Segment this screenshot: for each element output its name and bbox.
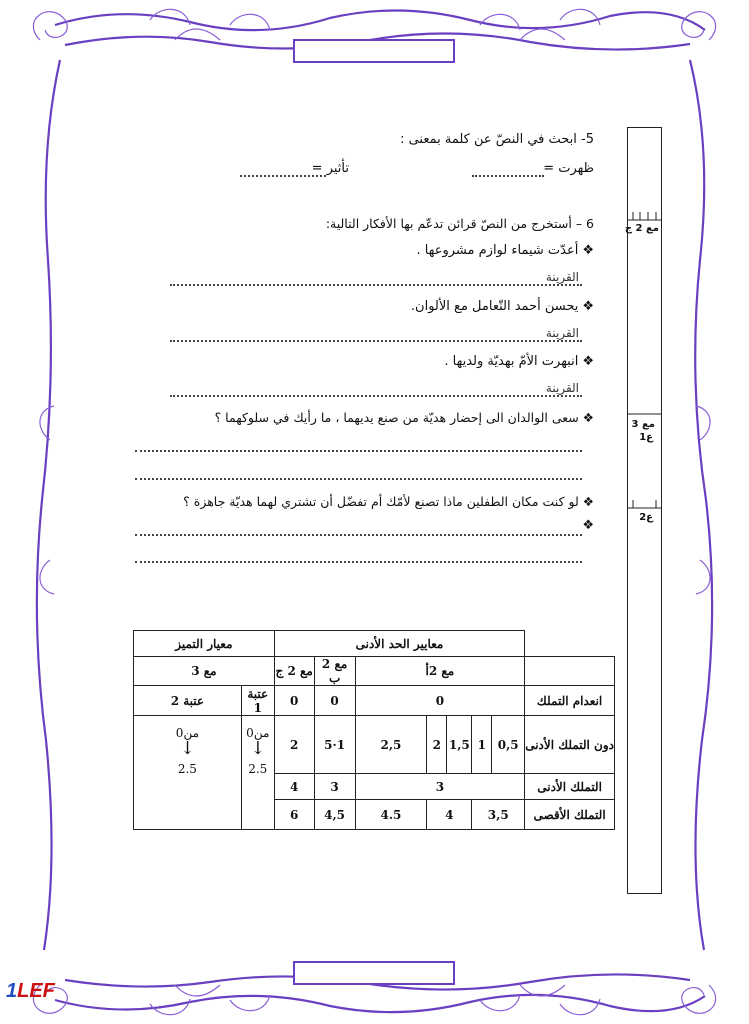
q5-answer-2-line[interactable] <box>240 175 326 177</box>
bullet-icon: ❖ <box>582 299 594 314</box>
table-header-min-criteria: معايير الحد الأدنى <box>274 631 524 657</box>
below-2a-3: 1,5 <box>447 716 472 774</box>
none-2c: 0 <box>274 686 314 716</box>
q6-idea-2 <box>411 299 594 314</box>
q6-idea-3-text: انبهرت الأمّ بهديّة ولديها . <box>444 354 579 369</box>
below-2a-1: 0,5 <box>492 716 525 774</box>
threshold-2-to: 2.5 <box>177 762 197 776</box>
logo-digit: 1 <box>6 980 18 1002</box>
threshold-1-to: 2.5 <box>248 762 268 776</box>
max-2a-1: 3,5 <box>472 800 525 830</box>
max-2b: 4,5 <box>314 800 355 830</box>
bullet-icon: ❖ <box>582 243 594 258</box>
down-arrow-icon: ↓ <box>250 738 266 759</box>
below-2b: 1·5 <box>314 716 355 774</box>
logo-letters: LEF <box>17 980 55 1002</box>
bullet-icon: ❖ <box>582 354 594 369</box>
q6-evidence-1-line[interactable] <box>170 284 582 286</box>
q6-opinion-question <box>215 410 594 425</box>
score-column <box>624 127 662 894</box>
row-label-min: التملك الأدنى <box>525 774 615 800</box>
row-label-below: دون التملك الأدنى <box>525 716 615 774</box>
bullet-icon: ❖ <box>582 410 594 425</box>
down-arrow-icon: ↓ <box>179 738 195 759</box>
q6-choice-line-1[interactable] <box>135 534 582 536</box>
side-label-threshold-2: ع2 <box>639 512 653 523</box>
max-2a-2: 4 <box>427 800 472 830</box>
min-2b: 3 <box>314 774 355 800</box>
table-header-excellence: معيار التميز <box>134 631 275 657</box>
below-2a-2: 1 <box>472 716 492 774</box>
question-6-title: 6 – أستخرج من النصّ قرائن تدعّم بها الأفكار التالية: <box>325 216 594 231</box>
below-2a-4: 2 <box>427 716 447 774</box>
q6-evidence-3-label: القرينة <box>545 381 579 395</box>
table-crit-2b: مع 2 ب <box>314 657 355 686</box>
q6-idea-2-text: يحسن أحمد التّعامل مع الألوان. <box>410 299 579 314</box>
side-label-crit-3: مع 3 <box>631 419 655 430</box>
none-2b: 0 <box>314 686 355 716</box>
below-2c: 2 <box>274 716 314 774</box>
max-2c: 6 <box>274 800 314 830</box>
max-2a-3: 4.5 <box>355 800 427 830</box>
side-label-crit-2c: مع 2 ج <box>624 223 659 234</box>
q6-opinion-text: سعى الوالدان الى إحضار هديّة من صنع يديهما ، ما رأيك في سلوكهما ؟ <box>214 410 579 425</box>
bullet-icon: ❖ <box>582 518 594 533</box>
q6-evidence-3-line[interactable] <box>170 395 582 397</box>
q6-opinion-line-2[interactable] <box>135 478 582 480</box>
threshold-1-label: عتبة 1 <box>241 686 274 716</box>
q6-choice-question <box>183 494 594 509</box>
min-2c: 4 <box>274 774 314 800</box>
threshold-2-label: عتبة 2 <box>134 686 242 716</box>
threshold-1-from: من0 <box>246 726 270 740</box>
threshold-2-from: من0 <box>175 726 199 740</box>
question-5-title: 5- ابحث في النصّ عن كلمة بمعنى : <box>400 132 594 147</box>
threshold-1-range <box>241 716 274 830</box>
side-label-threshold-1: ع1 <box>639 432 653 443</box>
q6-evidence-2-line[interactable] <box>170 340 582 342</box>
q5-word-1-label: ظهرت = <box>543 161 594 176</box>
table-crit-3: مع 3 <box>134 657 275 686</box>
below-2a-5: 2,5 <box>355 716 427 774</box>
table-crit-2c: مع 2 ج <box>274 657 314 686</box>
bullet-icon: ❖ <box>582 494 594 509</box>
table-corner <box>525 631 615 657</box>
q6-choice-line-2[interactable] <box>135 561 582 563</box>
q6-idea-3 <box>444 354 594 369</box>
min-2a: 3 <box>355 774 525 800</box>
score-column-marks <box>628 128 661 893</box>
q6-idea-1 <box>417 243 595 258</box>
none-2a: 0 <box>355 686 525 716</box>
row-label-none: انعدام التملك <box>525 686 615 716</box>
q6-evidence-2-label: القرينة <box>545 326 579 340</box>
q6-opinion-line-1[interactable] <box>135 450 582 452</box>
q6-idea-1-text: أعدّت شيماء لوازم مشروعها . <box>416 243 579 258</box>
site-logo <box>6 980 55 1003</box>
row-label-max: التملك الأقصى <box>525 800 615 830</box>
q6-evidence-1-label: القرينة <box>545 270 579 284</box>
table-crit-2a: مع 2أ <box>355 657 525 686</box>
q6-choice-text: لو كنت مكان الطفلين ماذا تصنع لأمّك أم تفضّل أن تشتري لهما هديّة جاهزة ؟ <box>183 494 579 509</box>
q5-answer-1-line[interactable] <box>472 175 544 177</box>
table-row-header-blank <box>525 657 615 686</box>
q5-word-2-label: تأثير = <box>311 161 349 176</box>
threshold-2-range <box>134 716 242 830</box>
q6-choice-bullet <box>578 518 594 533</box>
grading-table <box>133 630 615 830</box>
